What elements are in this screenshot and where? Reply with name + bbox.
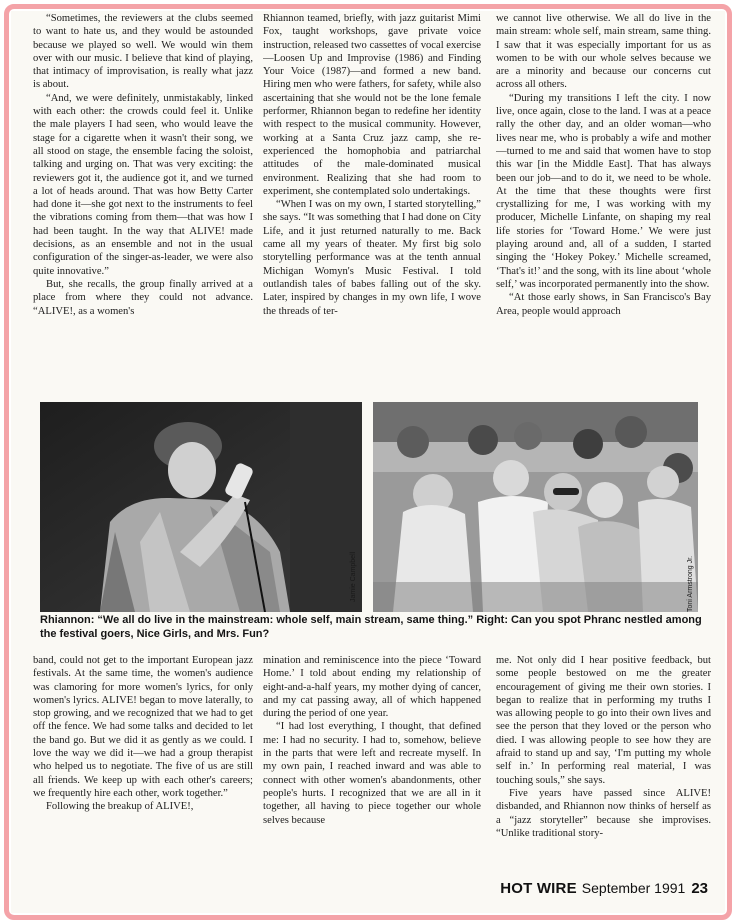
column-2-bottom <box>263 654 481 872</box>
magazine-name: HOT WIRE <box>500 880 577 897</box>
paragraph: “I had lost everything, I thought, that defined me: I had no security. I had to, somehow, believe in the parts that were left and recreate myself. In my own pain, I reached inward and was able to connect with other women's abandonments, other people's hurts. I recognized that we are all in it together, all having to piece together our whole selves because <box>263 721 481 826</box>
column-2-top <box>263 12 481 400</box>
paragraph: me. Not only did I hear positive feedback, but some people bestowed on me the greater encouragement of giving me their own stories. I began to realize that in performing my truths I was allowing people to go into their own lives and see the person that they loved or the person who died. I was allowing people to see how they are afraid to stand up and say, ‘I'm putting my whole self in.’ In performing real material, I was touching souls,” she says. <box>496 655 711 786</box>
column-3-top <box>496 12 711 400</box>
paragraph: “At those early shows, in San Francisco's Bay Area, people would approach <box>496 292 711 317</box>
paragraph: “During my transitions I left the city. I now live, once again, close to the land. I was at a peace rally the other day, and an older woman—who lives near me, who is probably a wife and mother—turned to me and said that women have to stop this war [in the Middle East]. That has always been our job—and to do it, we need to be whole. At the time that these thoughts were first crystallizing for me, I was working with my producer, Michelle Linfante, on shaping my real life stories for ‘Toward Home.’ We were just playing around and, all of a sudden, I started singing the ‘Hokey Pokey.’ Michelle screamed, ‘That's it!’ and the song, with its line about ‘whole self,’ was incorporated permanently into the show. <box>496 92 711 290</box>
column-1-top <box>33 12 253 400</box>
paragraph: mination and reminiscence into the piece ‘Toward Home.’ I told about ending my relationship of eight-and-a-half years, my mother dying of cancer, and my cat passing away, all of which happened during the period of one year. <box>263 655 481 720</box>
page-number: 23 <box>691 880 708 897</box>
photo-credit-left: Jamie Campbell <box>350 551 357 602</box>
column-1-bottom <box>33 654 253 872</box>
rhiannon-singing-photo <box>40 402 362 612</box>
singer-silhouette-image <box>40 402 362 612</box>
paragraph: Five years have passed since ALIVE! disbanded, and Rhiannon now thinks of herself as a “jazz storyteller” because she improvises. “Unlike traditional story- <box>496 787 711 839</box>
paragraph: Following the breakup of ALIVE!, <box>46 801 194 813</box>
paragraph: Rhiannon teamed, briefly, with jazz guitarist Mimi Fox, taught workshops, gave private voice instruction, released two cassettes of vocal exercise—Loosen Up and Improvise (1986) and Finding Your Voice (1987)—and formed a new band. Hiring men who were fathers, for safety, while also ascertaining that she would not be the lone female performer, Rhiannon began to redefine her identity with respect to the musical community. However, working at a Santa Cruz jazz camp, she re-experienced the homophobia and patriarchal attitudes of the male-dominated musical environment. Realizing that she had room to experiment, she contemplated solo undertakings. <box>263 13 481 197</box>
paragraph: “Sometimes, the reviewers at the clubs seemed to want to hate us, and they would be astounded because we played so well. We would win them over with our music. I believe that kind of playing, that intimacy of improvisation, is really what jazz is about. <box>33 13 253 91</box>
paragraph: “And, we were definitely, unmistakably, linked with each other: the crowds could feel it. Unlike the male players I had seen, who would leave the stage for a cigarette when it wasn't their song, we all stood on stage, the ensemble facing the soloist, talking and urging on. That was very exciting: the reviewers got it, the audience got it, and we turned a lot of heads around. That was how Betty Carter had done it—she got next to the instruments to feel the vibrations coming from them—that was how I had been taught. In the way that ALIVE! made decisions, as an ensemble and not in the usual configuration of the singer-as-leader, we were also quite innovative.” <box>33 92 253 277</box>
page-footer <box>500 880 708 898</box>
photo-credit-right: Toni Armstrong Jr. <box>687 555 694 612</box>
column-3-bottom <box>496 654 711 872</box>
festival-crowd-image <box>373 402 698 612</box>
paragraph: But, she recalls, the group finally arrived at a place from where they could not advance. “ALIVE!, as a women's <box>33 278 253 317</box>
festival-group-photo <box>373 402 698 612</box>
paragraph: “When I was on my own, I started storytelling,” she says. “It was something that I had done on City Life, and it just returned naturally to me. Back came all my years of theater. My first big solo storytelling performance was at the tenth annual Michigan Womyn's Music Festival. I told outlandish tales of babes falling out of the sky. Later, inspired by changes in my own life, I wove the threads of ter- <box>263 199 481 317</box>
paragraph: we cannot live otherwise. We all do live in the main stream: whole self, main stream, same thing. I saw that it was especially important for us as women to be with our whole selves because we are a minority and because our concerns cut across all others. <box>496 13 711 91</box>
photo-caption: Rhiannon: “We all do live in the mainstream: whole self, main stream, same thing.” Right: Can you spot Phranc nestled among the festival goers, Nice Girls, and Mrs. Fun? <box>40 614 702 640</box>
issue-date: September 1991 <box>581 880 686 896</box>
paragraph: band, could not get to the important European jazz festivals. At the same time, the women's audience was clamoring for more women's lyrics, for only women's lyrics. ALIVE! began to move laterally, to stop growing, and we recognized that we had to get off the fence. We had some talks and decided to let the band go. But we did it as gently as we could. I love the way we did it—we had a group therapist who helped us to negotiate. The five of us are still all friends. We keep up with each other's careers; we frequently hire each other, work together.” <box>33 655 253 799</box>
